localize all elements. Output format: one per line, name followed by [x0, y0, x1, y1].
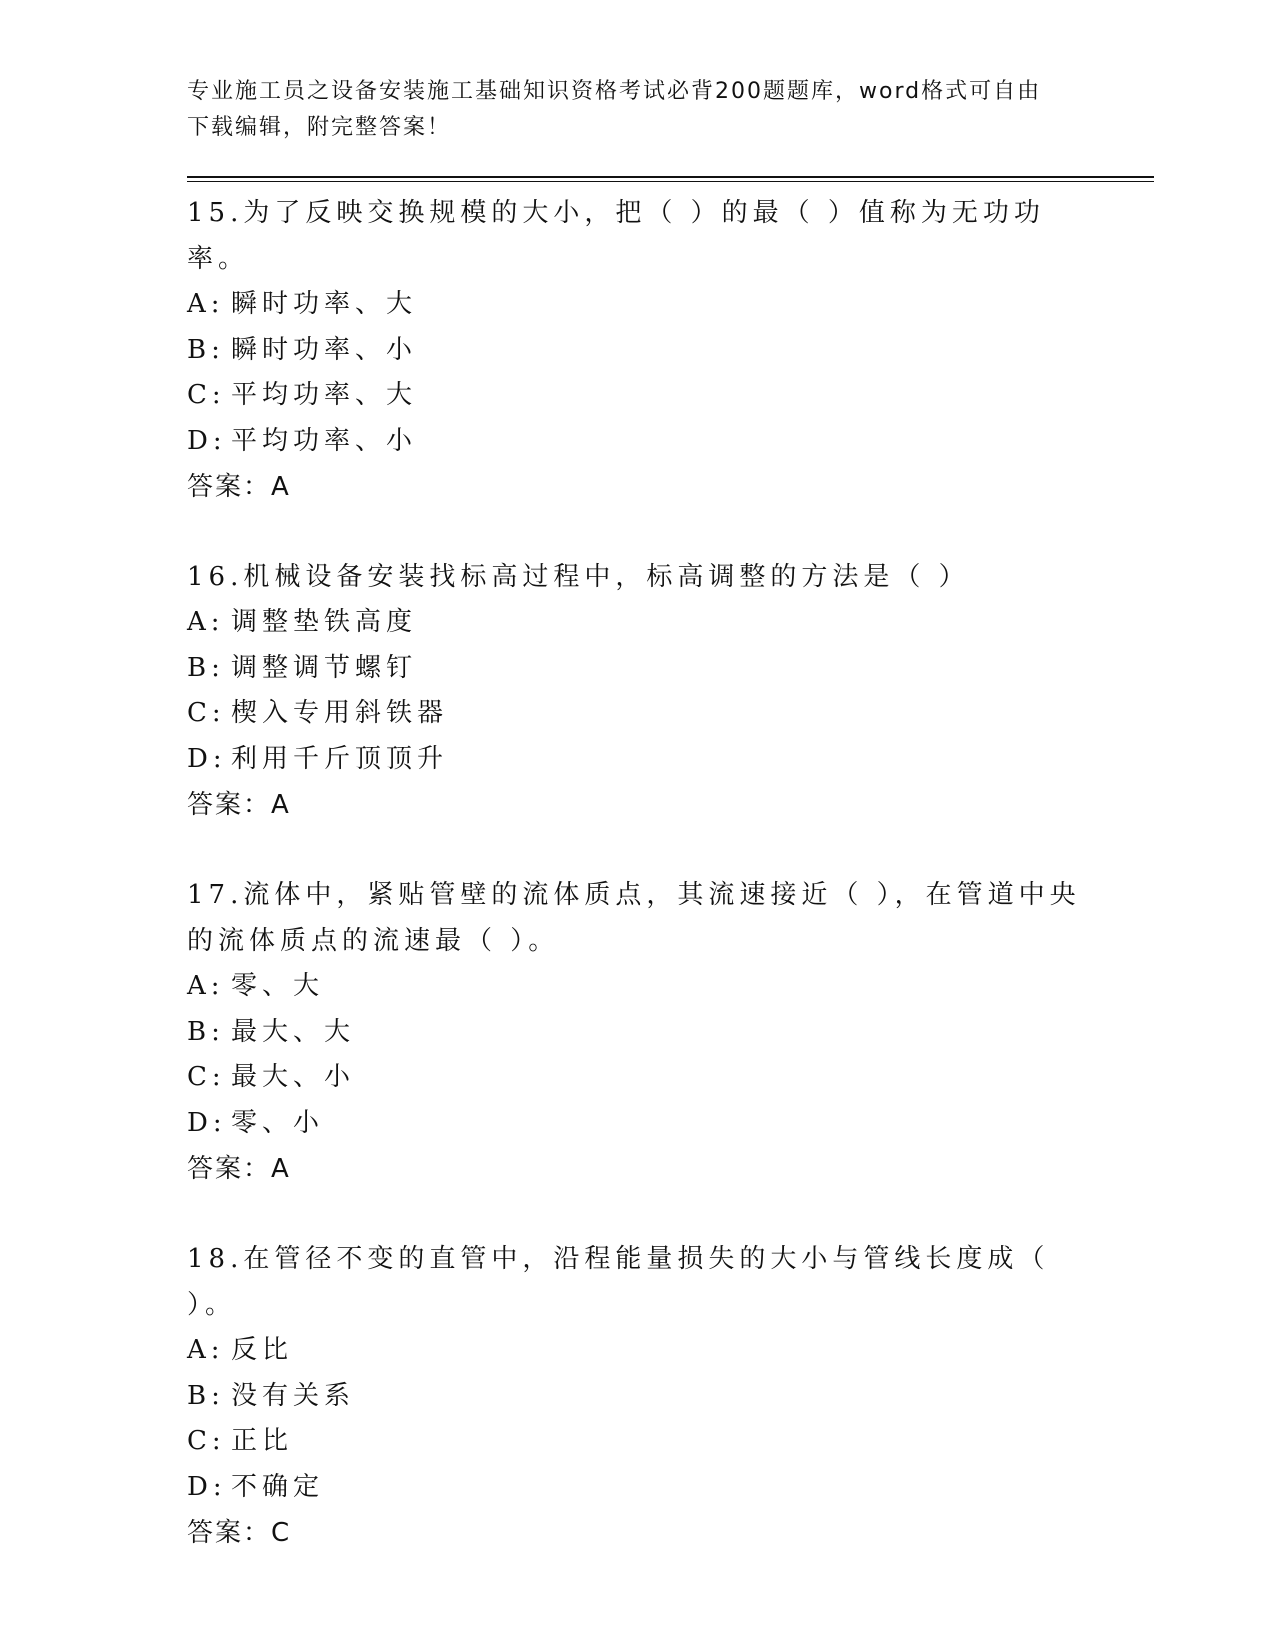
- option-text: 正比: [231, 1426, 294, 1456]
- option-letter: C:: [187, 1062, 226, 1092]
- option-b: [187, 646, 1087, 692]
- option-letter: A:: [187, 971, 225, 1001]
- option-letter: B:: [187, 1016, 225, 1047]
- question-text: 17.流体中，紧贴管壁的流体质点，其流速接近（ ），在管道中央的流体质点的流速最（ ）。: [187, 880, 1081, 956]
- option-letter: B:: [187, 652, 225, 683]
- option-letter: B:: [187, 1380, 225, 1411]
- option-letter: C:: [187, 698, 226, 728]
- option-b: [187, 328, 1087, 374]
- answer-line: 答案：A: [187, 1154, 291, 1184]
- option-letter: B:: [187, 334, 225, 365]
- option-c: [187, 373, 1087, 419]
- option-letter: C:: [187, 380, 226, 410]
- question-text: 16.机械设备安装找标高过程中，标高调整的方法是（ ）: [187, 562, 970, 592]
- answer-line: 答案：A: [187, 472, 291, 502]
- option-text: 没有关系: [231, 1380, 356, 1411]
- option-b: [187, 1374, 1087, 1420]
- question-16: [187, 554, 1087, 828]
- answer-line: 答案：A: [187, 790, 291, 820]
- option-text: 平均功率、大: [231, 380, 418, 410]
- option-text: 楔入专用斜铁器: [231, 698, 449, 728]
- header-line-2: 下载编辑，附完整答案！: [187, 115, 452, 140]
- answer-line: 答案：C: [187, 1518, 292, 1548]
- option-text: 零、大: [231, 971, 325, 1001]
- option-text: 瞬时功率、大: [231, 289, 418, 319]
- option-text: 零、小: [231, 1107, 325, 1138]
- option-b: [187, 1010, 1087, 1056]
- header-divider-thick: [187, 176, 1154, 178]
- option-a: [187, 600, 1087, 646]
- question-text: 18.在管径不变的直管中，沿程能量损失的大小与管线长度成（ ）。: [187, 1244, 1050, 1320]
- option-letter: D:: [187, 1107, 227, 1138]
- question-15: [187, 190, 1087, 510]
- option-letter: D:: [187, 743, 227, 774]
- option-text: 利用千斤顶顶升: [231, 743, 449, 774]
- option-letter: D:: [187, 1471, 227, 1502]
- question-17: [187, 872, 1087, 1192]
- option-letter: A:: [187, 1335, 225, 1365]
- option-a: [187, 1328, 1087, 1374]
- question-list: [187, 190, 1087, 1600]
- option-text: 平均功率、小: [231, 425, 418, 456]
- option-d: [187, 737, 1087, 783]
- option-text: 最大、小: [231, 1062, 356, 1092]
- option-letter: D:: [187, 425, 227, 456]
- document-header: [187, 74, 1087, 146]
- option-d: [187, 419, 1087, 465]
- option-text: 反比: [231, 1335, 294, 1365]
- question-text: 15.为了反映交换规模的大小，把（ ）的最（ ）值称为无功功率。: [187, 198, 1045, 274]
- option-text: 不确定: [231, 1471, 325, 1502]
- option-letter: C:: [187, 1426, 226, 1456]
- option-letter: A:: [187, 607, 225, 637]
- question-18: [187, 1236, 1087, 1556]
- option-text: 瞬时功率、小: [231, 334, 418, 365]
- option-d: [187, 1101, 1087, 1147]
- option-letter: A:: [187, 289, 225, 319]
- option-c: [187, 1055, 1087, 1101]
- option-a: [187, 964, 1087, 1010]
- option-text: 调整垫铁高度: [231, 607, 418, 637]
- header-divider-thin: [187, 181, 1154, 182]
- option-d: [187, 1465, 1087, 1511]
- header-line-1: 专业施工员之设备安装施工基础知识资格考试必背200题题库，word格式可自由: [187, 79, 1042, 104]
- option-text: 调整调节螺钉: [231, 652, 418, 683]
- option-c: [187, 691, 1087, 737]
- option-text: 最大、大: [231, 1016, 356, 1047]
- option-c: [187, 1419, 1087, 1465]
- option-a: [187, 282, 1087, 328]
